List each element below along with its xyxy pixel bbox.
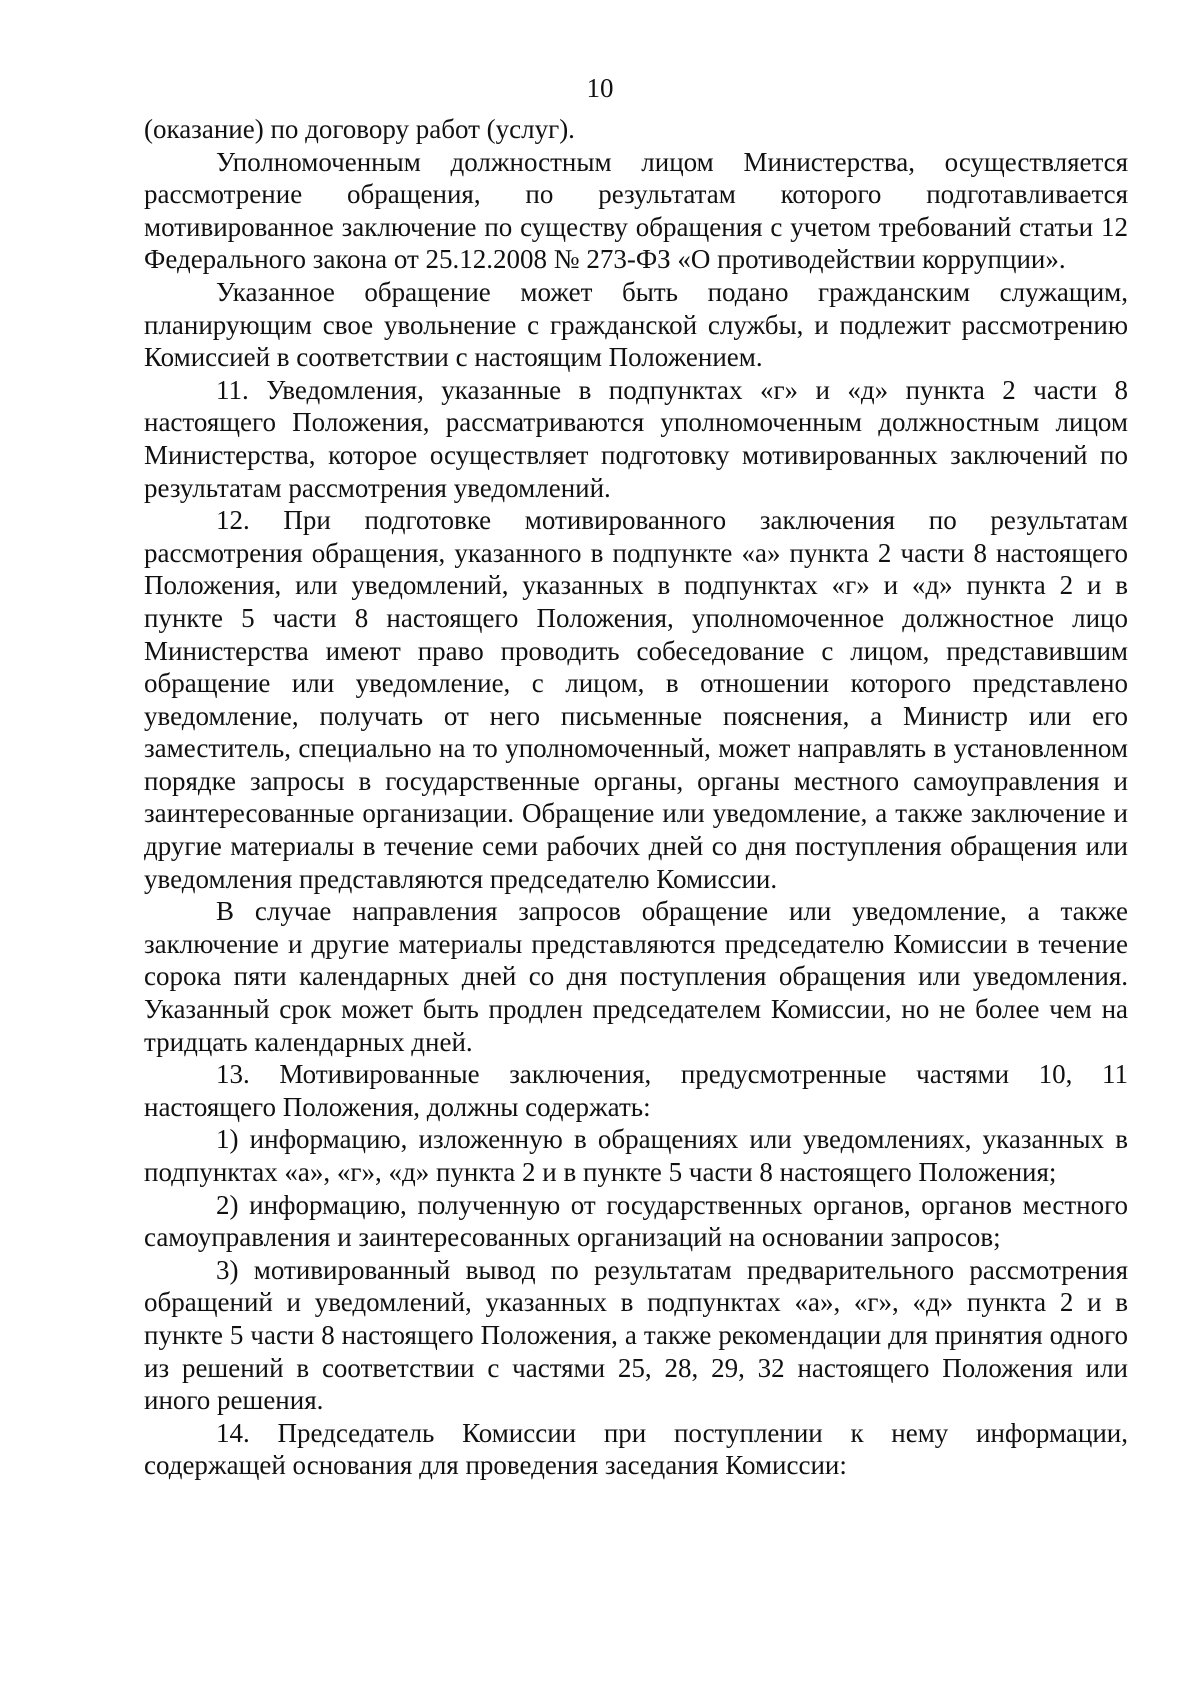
page-number: 10 [586, 73, 614, 103]
list-item-2: 2) информацию, полученную от государственных органов, органов местного самоуправления и заинтересованных организаций на основании запросов; [144, 1189, 1128, 1253]
paragraph-clause-13: 13. Мотивированные заключения, предусмотренные частями 10, 11 настоящего Положения, должны содержать: [144, 1059, 1128, 1122]
paragraph-clause-11: 11. Уведомления, указанные в подпунктах «г» и «д» пункта 2 части 8 настоящего Положения, рассматриваются уполномоченным должностным лицом Министерства, которое осуществляет подготовку мотивированных заключений по результатам рассмотрения уведомлений. [144, 374, 1128, 503]
paragraph-authorized-official: Уполномоченным должностным лицом Министерства, осуществляется рассмотрение обращения, по результатам которого подготавливается мотивированное заключение по существу обращения с учетом требований статьи 12 Федерального закона от 25.12.2008 № 273-ФЗ «О противодействии коррупции». [144, 146, 1128, 275]
paragraph-continuation: (оказание) по договору работ (услуг). [144, 114, 575, 144]
document-body [144, 113, 1128, 1482]
paragraph-clause-12: 12. При подготовке мотивированного заключения по результатам рассмотрения обращения, указанного в подпункте «а» пункта 2 части 8 настоящего Положения, или уведомлений, указанных в подпунктах «г» и «д» пункта 2 и в пункте 5 части 8 настоящего Положения, уполномоченное должностное лицо Министерства имеют право проводить собеседование с лицом, представившим обращение или уведомление, с лицом, в отношении которого представлено уведомление, получать от него письменные пояснения, а Министр или его заместитель, специально на то уполномоченный, может направлять в установленном порядке запросы в государственные органы, органы местного самоуправления и заинтересованные организации. Обращение или уведомление, а также заключение и другие материалы в течение семи рабочих дней со дня поступления обращения или уведомления представляются председателю Комиссии. [144, 505, 1128, 894]
paragraph-requests: В случае направления запросов обращение или уведомление, а также заключение и другие материалы представляются председателю Комиссии в течение сорока пяти календарных дней со дня поступления обращения или уведомления. Указанный срок может быть продлен председателем Комиссии, но не более чем на тридцать календарных дней. [144, 896, 1128, 1057]
paragraph-clause-14: 14. Председатель Комиссии при поступлении к нему информации, содержащей основания для проведения заседания Комиссии: [144, 1417, 1128, 1481]
paragraph-appeal-submission: Указанное обращение может быть подано гражданским служащим, планирующим свое увольнение с гражданской службы, и подлежит рассмотрению Комиссией в соответствии с настоящим Положением. [144, 276, 1128, 373]
list-item-1: 1) информацию, изложенную в обращениях или уведомлениях, указанных в подпунктах «а», «г», «д» пункта 2 и в пункте 5 части 8 настоящего Положения; [144, 1124, 1128, 1187]
list-item-3: 3) мотивированный вывод по результатам предварительного рассмотрения обращений и уведомлений, указанных в подпунктах «а», «г», «д» пункта 2 и в пункте 5 части 8 настоящего Положения, а также рекомендации для принятия одного из решений в соответствии с частями 25, 28, 29, 32 настоящего Положения или иного решения. [144, 1254, 1128, 1416]
